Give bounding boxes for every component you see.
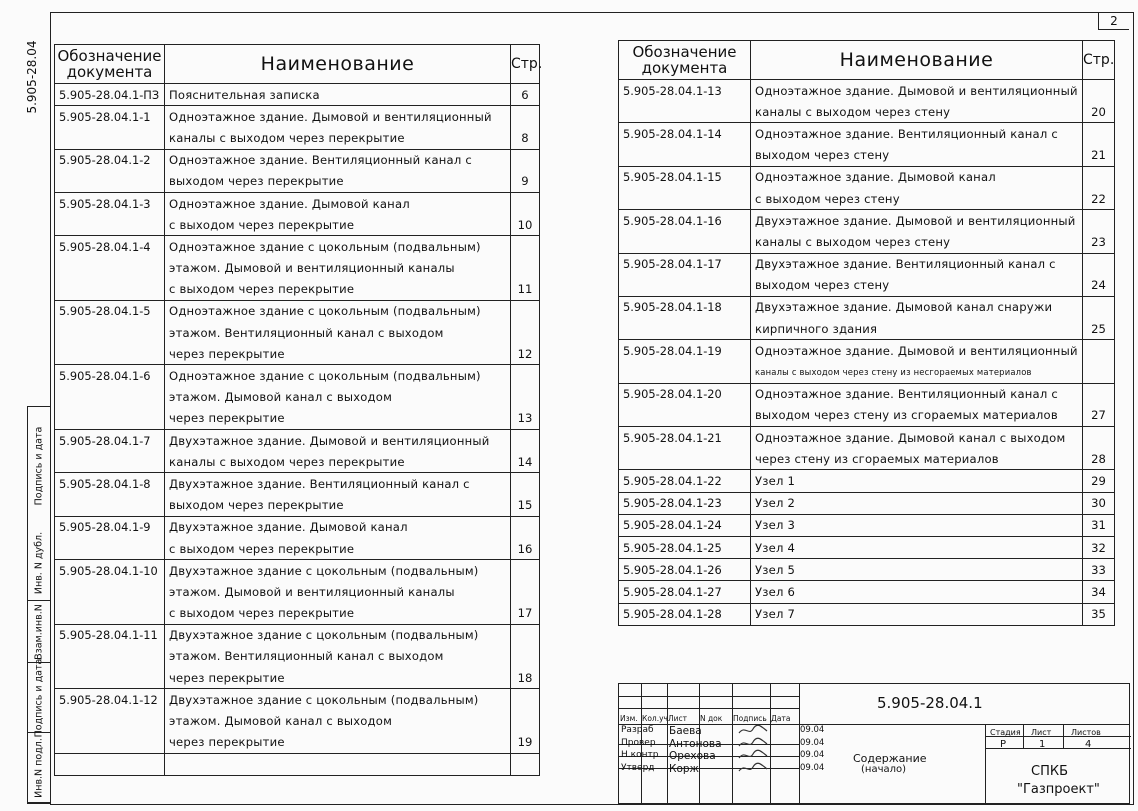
row-designation: 5.905-28.04.1-9 — [55, 516, 165, 538]
row-designation: 5.905-28.04.1-10 — [55, 560, 165, 582]
table-row — [619, 470, 1115, 492]
role-label: Разраб — [621, 725, 654, 735]
table-row — [619, 405, 1115, 427]
row-name: через перекрытие — [165, 732, 511, 754]
title-block — [618, 683, 1130, 804]
row-designation: 5.905-28.04.1-27 — [619, 581, 751, 603]
row-page — [511, 258, 540, 279]
row-page: 9 — [511, 171, 540, 193]
row-page: 8 — [511, 127, 540, 149]
table-row — [55, 495, 540, 517]
stamp-label: Подпись и дата — [33, 426, 45, 506]
row-designation: 5.905-28.04.1-19 — [619, 340, 751, 362]
row-name: Узел 5 — [751, 559, 1083, 581]
row-page — [511, 430, 540, 452]
row-designation: 5.905-28.04.1-13 — [619, 80, 751, 102]
row-page: 13 — [511, 408, 540, 430]
row-name: Одноэтажное здание. Дымовой и вентиляционный — [165, 106, 511, 128]
role-label: Провер — [621, 737, 656, 748]
row-name: Узел 3 — [751, 514, 1083, 536]
table-row — [619, 383, 1115, 405]
grid-line — [619, 696, 799, 697]
row-name: Одноэтажное здание. Дымовой канал — [165, 192, 511, 214]
row-page — [1083, 166, 1115, 188]
row-name: Одноэтажное здание. Вентиляционный канал с — [751, 123, 1083, 145]
row-designation — [55, 387, 165, 408]
table-row — [619, 559, 1115, 581]
row-name: выходом через стену из сгораемых материалов — [751, 405, 1083, 427]
row-name: Одноэтажное здание с цокольным (подвальным) — [165, 236, 511, 258]
row-page: 32 — [1083, 536, 1115, 558]
row-name: Узел 1 — [751, 470, 1083, 492]
row-designation: 5.905-28.04.1-28 — [619, 603, 751, 625]
row-name: Одноэтажное здание. Дымовой и вентиляционный — [751, 80, 1083, 102]
table-row — [55, 753, 540, 775]
table-row — [619, 492, 1115, 514]
row-page — [511, 365, 540, 387]
stamp-label: Инв. N дубл. — [33, 531, 45, 594]
row-page — [1083, 253, 1115, 275]
sheet-number: 2 — [1098, 13, 1129, 30]
row-page: 6 — [511, 84, 540, 106]
table-row — [55, 106, 540, 128]
title-doc-code: 5.905-28.04.1 — [877, 694, 983, 712]
row-page — [1083, 80, 1115, 102]
person-name: Баева — [669, 725, 702, 737]
table-row — [55, 322, 540, 343]
table-row — [55, 192, 540, 214]
row-page — [511, 236, 540, 258]
row-page — [511, 387, 540, 408]
row-name: этажом. Дымовой и вентиляционный каналы — [165, 258, 511, 279]
row-designation: 5.905-28.04.1-ПЗ — [55, 84, 165, 106]
table-row — [619, 253, 1115, 275]
table-row — [619, 80, 1115, 102]
row-designation — [619, 318, 751, 340]
row-name: этажом. Дымовой канал с выходом — [165, 710, 511, 731]
table-row — [55, 149, 540, 171]
row-name: через перекрытие — [165, 667, 511, 689]
role-label: Н.контр — [621, 750, 659, 760]
stage-value: Р — [1000, 739, 1007, 750]
row-name: Двухэтажное здание. Дымовой и вентиляционный — [751, 210, 1083, 232]
row-name: Двухэтажное здание с цокольным (подвальным) — [165, 624, 511, 646]
table-row — [55, 171, 540, 193]
table-row — [619, 448, 1115, 470]
table-row — [619, 123, 1115, 145]
row-name: Одноэтажное здание с цокольным (подвальным) — [165, 365, 511, 387]
stamp-label: Инв.N подл. — [33, 737, 45, 798]
row-page — [511, 560, 540, 582]
title-sheet-name: Содержание — [853, 752, 927, 765]
sign-date: 09.04 — [800, 762, 825, 773]
row-name: этажом. Дымовой канал с выходом — [165, 387, 511, 408]
row-name: Узел 6 — [751, 581, 1083, 603]
row-page: 17 — [511, 603, 540, 625]
row-name: через стену из сгораемых материалов — [751, 448, 1083, 470]
row-page: 35 — [1083, 603, 1115, 625]
header-name: Наименование — [751, 41, 1083, 80]
row-designation — [619, 448, 751, 470]
table-row — [619, 231, 1115, 253]
row-name: каналы с выходом через перекрытие — [165, 127, 511, 149]
stamp-cell — [28, 525, 50, 601]
row-name: Двухэтажное здание. Вентиляционный канал с — [751, 253, 1083, 275]
row-designation — [55, 538, 165, 560]
row-page: 33 — [1083, 559, 1115, 581]
row-page: 18 — [511, 667, 540, 689]
table-row — [619, 318, 1115, 340]
table-row — [55, 343, 540, 365]
row-designation — [55, 258, 165, 279]
row-name: Узел 7 — [751, 603, 1083, 625]
row-designation — [619, 361, 751, 383]
row-name: каналы с выходом через стену — [751, 101, 1083, 123]
row-designation: 5.905-28.04.1-5 — [55, 300, 165, 322]
row-page: 23 — [1083, 231, 1115, 253]
row-page: 24 — [1083, 275, 1115, 297]
row-name: Пояснительная записка — [165, 84, 511, 106]
row-designation — [55, 646, 165, 667]
row-name: Одноэтажное здание. Вентиляционный канал с — [165, 149, 511, 171]
row-designation: 5.905-28.04.1-14 — [619, 123, 751, 145]
row-name: кирпичного здания — [751, 318, 1083, 340]
row-designation — [55, 214, 165, 236]
row-name: выходом через стену — [751, 275, 1083, 297]
person-name: Антонова — [669, 737, 722, 750]
col-header: Кол.уч. — [642, 714, 671, 723]
table-row — [619, 536, 1115, 558]
row-page: 15 — [511, 495, 540, 517]
table-row — [55, 387, 540, 408]
row-page: 30 — [1083, 492, 1115, 514]
row-page — [511, 192, 540, 214]
row-name: каналы с выходом через перекрытие — [165, 451, 511, 473]
row-name: с выходом через перекрытие — [165, 603, 511, 625]
header-name: Наименование — [165, 45, 511, 84]
stamp-label: Подпись и дата — [33, 658, 45, 737]
row-page: 19 — [511, 732, 540, 754]
table-row — [55, 581, 540, 602]
row-page — [511, 300, 540, 322]
table-row — [55, 732, 540, 754]
row-page — [1083, 427, 1115, 449]
table-row — [619, 275, 1115, 297]
row-name: Двухэтажное здание. Дымовой канал снаружи — [751, 296, 1083, 318]
table-row — [55, 408, 540, 430]
row-name: Одноэтажное здание. Дымовой канал с выходом — [751, 427, 1083, 449]
signature-scribble — [737, 762, 769, 777]
row-name: через перекрытие — [165, 343, 511, 365]
org-name: СПКБ — [1031, 764, 1069, 779]
row-name: выходом через перекрытие — [165, 495, 511, 517]
stamp-cell — [28, 407, 50, 525]
row-page — [1083, 296, 1115, 318]
row-page: 12 — [511, 343, 540, 365]
stage-label: Стадия — [990, 728, 1021, 737]
header-designation: Обозначение документа — [55, 45, 165, 84]
header-page: Стр. — [1083, 41, 1115, 80]
table-row — [55, 560, 540, 582]
row-name: Одноэтажное здание с цокольным (подвальным) — [165, 300, 511, 322]
person-name: Орехова — [669, 750, 716, 762]
row-page — [511, 646, 540, 667]
row-name: Одноэтажное здание. Вентиляционный канал с — [751, 383, 1083, 405]
role-label: Утверд — [621, 762, 655, 773]
row-page: 34 — [1083, 581, 1115, 603]
row-page — [511, 624, 540, 646]
side-document-code: 5.905-28.04 — [25, 40, 39, 114]
grid-line — [985, 736, 1131, 737]
col-header: Дата — [771, 714, 791, 723]
row-name: каналы с выходом через стену из несгораемых материалов — [751, 361, 1083, 383]
row-designation — [55, 343, 165, 365]
row-page — [511, 322, 540, 343]
row-name: Двухэтажное здание с цокольным (подвальным) — [165, 689, 511, 711]
sheets-label: Листов — [1071, 728, 1101, 737]
row-name: с выходом через стену — [751, 188, 1083, 210]
row-name: Одноэтажное здание. Дымовой и вентиляционный — [751, 340, 1083, 362]
table-row — [55, 710, 540, 731]
row-page: 29 — [1083, 470, 1115, 492]
table-row — [55, 365, 540, 387]
row-designation — [619, 188, 751, 210]
table-row — [619, 210, 1115, 232]
sheet-value: 1 — [1039, 739, 1046, 750]
table-row — [55, 84, 540, 106]
stamp-cell — [28, 658, 50, 737]
row-page — [511, 106, 540, 128]
org-name-2: "Газпроект" — [1017, 782, 1100, 797]
row-name: Узел 2 — [751, 492, 1083, 514]
row-page: 22 — [1083, 188, 1115, 210]
row-name: этажом. Вентиляционный канал с выходом — [165, 646, 511, 667]
row-name: с выходом через перекрытие — [165, 279, 511, 301]
table-row — [619, 340, 1115, 362]
empty-cell — [55, 753, 165, 775]
sign-date: 09.04 — [800, 737, 825, 748]
row-designation: 5.905-28.04.1-1 — [55, 106, 165, 128]
row-page — [511, 149, 540, 171]
register-table-right — [618, 40, 1115, 626]
row-designation: 5.905-28.04.1-12 — [55, 689, 165, 711]
row-designation — [55, 322, 165, 343]
table-row — [55, 214, 540, 236]
table-row — [55, 258, 540, 279]
row-page: 31 — [1083, 514, 1115, 536]
row-designation: 5.905-28.04.1-23 — [619, 492, 751, 514]
row-name: выходом через стену — [751, 145, 1083, 167]
row-page — [511, 581, 540, 602]
table-row — [619, 361, 1115, 383]
row-page — [511, 516, 540, 538]
row-page: 16 — [511, 538, 540, 560]
person-name: Корж — [669, 762, 700, 775]
row-page — [1083, 123, 1115, 145]
row-designation — [619, 275, 751, 297]
table-row — [55, 279, 540, 301]
row-name: Двухэтажное здание с цокольным (подвальным) — [165, 560, 511, 582]
grid-line — [619, 708, 799, 709]
row-designation — [55, 171, 165, 193]
header-page: Стр. — [511, 45, 540, 84]
row-page — [1083, 383, 1115, 405]
table-row — [55, 127, 540, 149]
row-designation: 5.905-28.04.1-8 — [55, 473, 165, 495]
col-header: N док — [700, 714, 723, 723]
row-page — [511, 689, 540, 711]
table-row — [619, 603, 1115, 625]
table-row — [55, 646, 540, 667]
row-designation — [55, 127, 165, 149]
row-designation — [55, 732, 165, 754]
sign-date: 09.04 — [800, 725, 825, 735]
row-page: 11 — [511, 279, 540, 301]
row-name: с выходом через перекрытие — [165, 214, 511, 236]
row-designation: 5.905-28.04.1-22 — [619, 470, 751, 492]
sheets-value: 4 — [1085, 739, 1092, 750]
table-row — [55, 430, 540, 452]
header-designation: Обозначение документа — [619, 41, 751, 80]
sign-date: 09.04 — [800, 750, 825, 760]
table-row — [55, 667, 540, 689]
col-header: Лист — [668, 714, 688, 723]
row-name: этажом. Вентиляционный канал с выходом — [165, 322, 511, 343]
row-page — [511, 710, 540, 731]
row-designation: 5.905-28.04.1-24 — [619, 514, 751, 536]
row-name: Двухэтажное здание. Вентиляционный канал с — [165, 473, 511, 495]
row-designation: 5.905-28.04.1-2 — [55, 149, 165, 171]
row-designation: 5.905-28.04.1-21 — [619, 427, 751, 449]
row-page: 27 — [1083, 405, 1115, 427]
row-page: 28 — [1083, 448, 1115, 470]
table-row — [619, 581, 1115, 603]
table-row — [55, 516, 540, 538]
row-designation — [619, 231, 751, 253]
table-row — [55, 538, 540, 560]
table-row — [619, 296, 1115, 318]
row-designation: 5.905-28.04.1-11 — [55, 624, 165, 646]
table-row — [55, 236, 540, 258]
table-row — [55, 624, 540, 646]
row-name: с выходом через перекрытие — [165, 538, 511, 560]
row-designation: 5.905-28.04.1-6 — [55, 365, 165, 387]
row-designation: 5.905-28.04.1-25 — [619, 536, 751, 558]
side-stamp — [27, 406, 50, 804]
col-header: Подпись — [733, 714, 767, 723]
grid-line — [985, 748, 1131, 749]
row-page: 14 — [511, 451, 540, 473]
table-row — [619, 101, 1115, 123]
row-designation — [619, 145, 751, 167]
row-page: 10 — [511, 214, 540, 236]
row-designation — [55, 279, 165, 301]
row-designation: 5.905-28.04.1-7 — [55, 430, 165, 452]
sheet-label: Лист — [1031, 728, 1052, 737]
row-designation: 5.905-28.04.1-4 — [55, 236, 165, 258]
row-page — [511, 473, 540, 495]
row-name: этажом. Дымовой и вентиляционный каналы — [165, 581, 511, 602]
empty-cell — [511, 753, 540, 775]
row-designation — [55, 408, 165, 430]
row-designation — [55, 451, 165, 473]
row-designation: 5.905-28.04.1-20 — [619, 383, 751, 405]
table-row — [619, 514, 1115, 536]
row-designation: 5.905-28.04.1-15 — [619, 166, 751, 188]
table-row — [619, 145, 1115, 167]
row-name: Одноэтажное здание. Дымовой канал — [751, 166, 1083, 188]
table-row — [619, 188, 1115, 210]
row-page: 20 — [1083, 101, 1115, 123]
row-designation: 5.905-28.04.1-17 — [619, 253, 751, 275]
row-name: Двухэтажное здание. Дымовой и вентиляционный — [165, 430, 511, 452]
row-designation — [619, 405, 751, 427]
row-designation — [55, 495, 165, 517]
table-row — [55, 451, 540, 473]
row-name: каналы с выходом через стену — [751, 231, 1083, 253]
stamp-label: Взам.инв.N — [33, 603, 45, 660]
row-page — [1083, 340, 1115, 362]
col-header: Изм. — [620, 714, 638, 723]
stamp-cell — [28, 601, 50, 663]
row-designation — [55, 581, 165, 602]
row-designation: 5.905-28.04.1-3 — [55, 192, 165, 214]
table-row — [55, 603, 540, 625]
table-row — [55, 300, 540, 322]
empty-cell — [165, 753, 511, 775]
row-designation: 5.905-28.04.1-16 — [619, 210, 751, 232]
row-designation — [619, 101, 751, 123]
table-row — [619, 166, 1115, 188]
row-designation: 5.905-28.04.1-18 — [619, 296, 751, 318]
title-sheet-subtitle: (начало) — [861, 764, 907, 775]
register-table-left — [54, 44, 543, 776]
table-row — [55, 473, 540, 495]
row-name: Узел 4 — [751, 536, 1083, 558]
table-row — [55, 689, 540, 711]
row-designation — [55, 710, 165, 731]
row-name: выходом через перекрытие — [165, 171, 511, 193]
row-designation — [55, 603, 165, 625]
row-name: через перекрытие — [165, 408, 511, 430]
row-designation: 5.905-28.04.1-26 — [619, 559, 751, 581]
row-page — [1083, 361, 1115, 383]
row-page — [1083, 210, 1115, 232]
row-page: 21 — [1083, 145, 1115, 167]
stamp-cell — [28, 733, 50, 803]
table-row — [619, 427, 1115, 449]
row-designation — [55, 667, 165, 689]
row-page: 25 — [1083, 318, 1115, 340]
row-name: Двухэтажное здание. Дымовой канал — [165, 516, 511, 538]
